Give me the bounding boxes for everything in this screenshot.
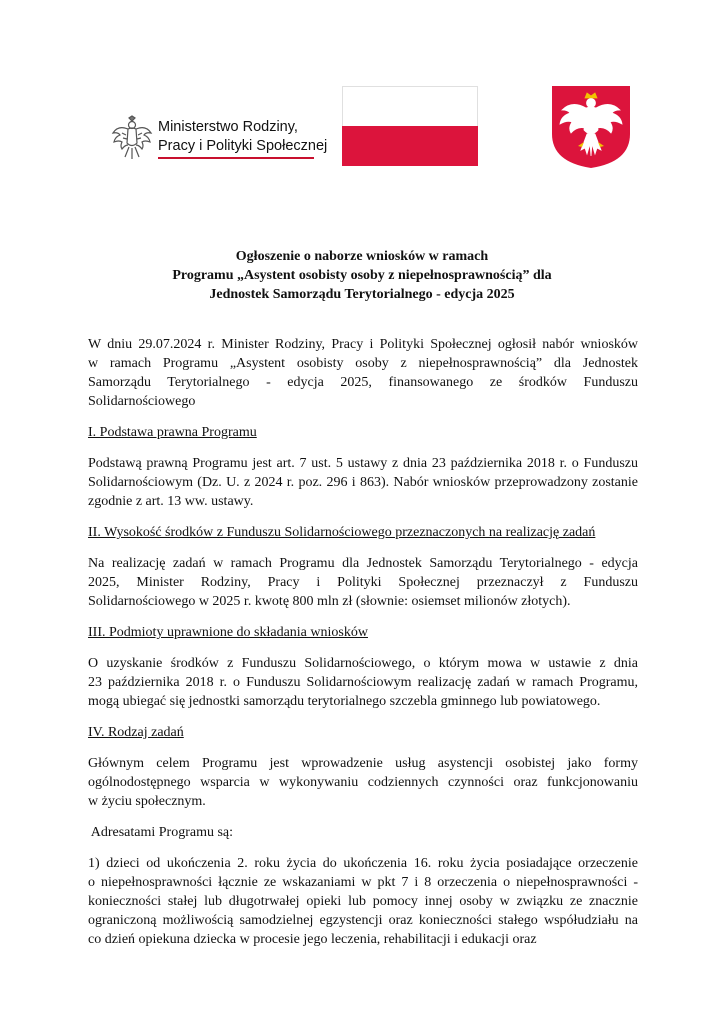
section-1-heading: I. Podstawa prawna Programu — [88, 425, 257, 440]
ministry-name-line2: Pracy i Polityki Społecznej — [158, 138, 328, 154]
intro-line: Samorządu Terytorialnego - edycja 2025, finansowanego ze środków Funduszu — [88, 375, 638, 390]
flag-red-stripe — [342, 126, 478, 166]
page-header — [0, 0, 724, 190]
addressees-line: Adresatami Programu są: — [88, 825, 234, 840]
addressees-item-1 — [88, 854, 638, 949]
section-3-line: O uzyskanie środków z Funduszu Solidarnościowego, o którym mowa w ustawie z dnia — [88, 656, 638, 671]
section-4-line: Głównym celem Programu jest wprowadzenie usług asystencji osobistej jako formy — [88, 756, 638, 771]
section-3-line: mogą ubiegać się jednostki samorządu terytorialnego szczebla gminnego lub powiatowego. — [88, 694, 601, 709]
item-1-line: ograniczoną możliwością samodzielnej egzystencji oraz konieczności stałego współudziału na — [88, 913, 638, 928]
intro-line: W dniu 29.07.2024 r. Minister Rodziny, Pracy i Polityki Społecznej ogłosił nabór wniosków — [88, 337, 638, 352]
section-4-paragraph — [88, 754, 638, 811]
flag-white-stripe — [342, 86, 478, 126]
item-1-line: 1) dzieci od ukończenia 2. roku życia do ukończenia 16. roku życia posiadające orzeczenie — [88, 856, 638, 871]
item-1-line: o niepełnosprawności łącznie ze wskazaniami w pkt 7 i 8 orzeczenia o niepełnosprawności - — [88, 875, 638, 890]
ministry-name-line1: Ministerstwo Rodziny, — [158, 119, 298, 135]
section-2-paragraph — [88, 554, 638, 611]
intro-line: Solidarnościowego — [88, 394, 196, 409]
document-body — [88, 335, 638, 949]
section-1-line: Solidarnościowym (Dz. U. z 2024 r. poz. 296 i 863). Nabór wniosków przeprowadzony zostanie — [88, 475, 638, 490]
section-2-line: Solidarnościowego w 2025 r. kwotę 800 mln zł (słownie: osiemset milionów złotych). — [88, 594, 571, 609]
section-2-heading: II. Wysokość środków z Funduszu Solidarnościowego przeznaczonych na realizację zadań — [88, 525, 596, 540]
polish-flag — [342, 86, 478, 166]
item-1-line: co dzień opiekuna dziecka w procesie jego leczenia, rehabilitacji i edukacji oraz — [88, 932, 537, 947]
intro-line: w ramach Programu „Asystent osobisty osoby z niepełnosprawnością” dla Jednostek — [88, 356, 638, 371]
section-3-paragraph — [88, 654, 638, 711]
section-3-line: 23 października 2018 r. o Funduszu Solidarnościowym realizację zadań w ramach Programu, — [88, 675, 638, 690]
section-3-heading: III. Podmioty uprawnione do składania wniosków — [88, 625, 368, 640]
eagle-icon — [110, 115, 154, 161]
item-1-line: konieczności stałej lub długotrwałej opieki lub pomocy innej osoby w związku ze znacznie — [88, 894, 638, 909]
ministry-name — [158, 118, 327, 156]
document-title — [0, 247, 724, 304]
title-line-1: Ogłoszenie o naborze wniosków w ramach — [235, 249, 489, 264]
section-2-line: Na realizację zadań w ramach Programu dla Jednostek Samorządu Terytorialnego - edycja — [88, 556, 638, 571]
intro-paragraph — [88, 335, 638, 411]
section-4-line: w życiu społecznym. — [88, 794, 206, 809]
section-4-line: ogólnodostępnego wsparcia w wykonywaniu codziennych czynności oraz funkcjonowaniu — [88, 775, 638, 790]
ministry-red-underline — [158, 157, 314, 159]
title-line-3: Jednostek Samorządu Terytorialnego - edycja 2025 — [209, 287, 515, 302]
section-2-line: 2025, Minister Rodziny, Pracy i Polityki Społecznej przeznaczył z Funduszu — [88, 575, 638, 590]
coat-of-arms-icon — [550, 84, 632, 170]
section-4-heading: IV. Rodzaj zadań — [88, 725, 184, 740]
addressees-label — [88, 823, 638, 842]
section-1-paragraph — [88, 454, 638, 511]
section-1-line: Podstawą prawną Programu jest art. 7 ust. 5 ustawy z dnia 23 października 2018 r. o Funduszu — [88, 456, 638, 471]
ministry-logo — [110, 113, 330, 163]
section-1-line: zgodnie z art. 13 ww. ustawy. — [88, 494, 254, 509]
title-line-2: Programu „Asystent osobisty osoby z niepełnosprawnością” dla — [172, 268, 552, 283]
